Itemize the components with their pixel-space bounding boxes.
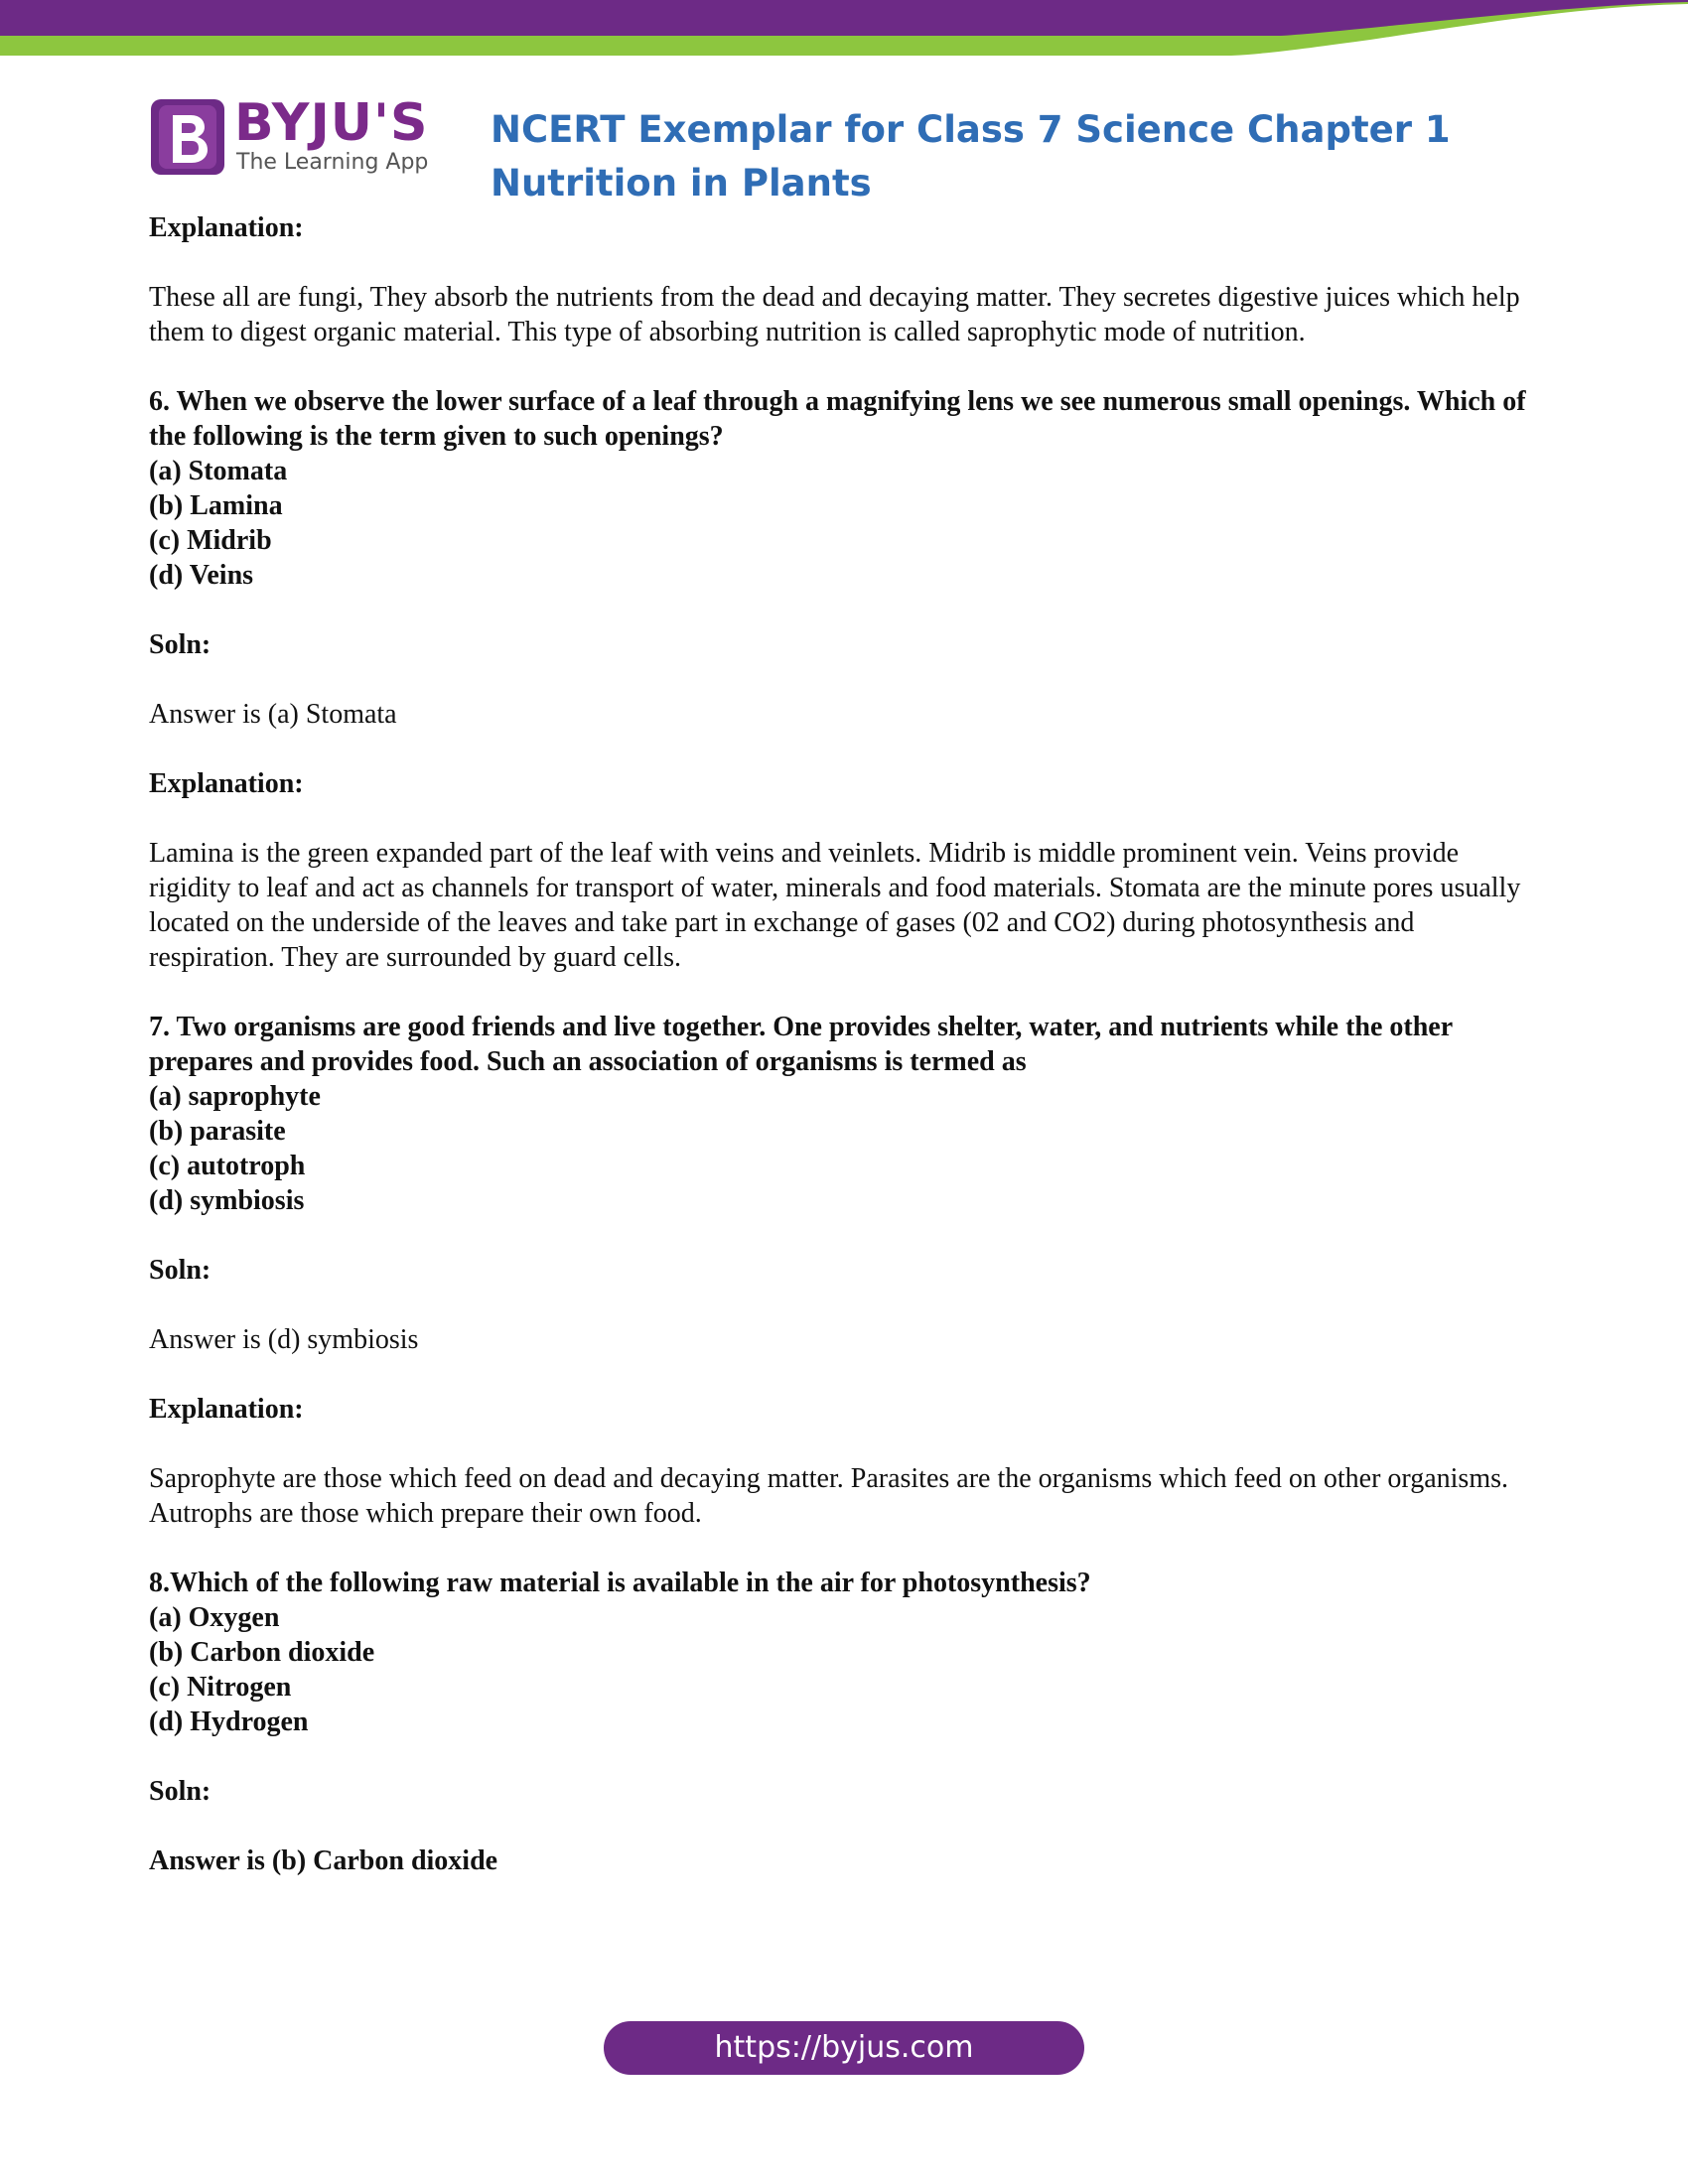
q7-option-b: (b) parasite xyxy=(149,1116,286,1147)
q8-answer: Answer is (b) Carbon dioxide xyxy=(149,1845,498,1876)
q5-explanation-label: Explanation: xyxy=(149,212,304,243)
q8-question: 8.Which of the following raw material is available in the air for photosynthesis? xyxy=(149,1568,1091,1598)
q6-option-a: (a) Stomata xyxy=(149,456,288,486)
q6-answer: Answer is (a) Stomata xyxy=(149,699,397,730)
byjus-logo[interactable] xyxy=(149,93,447,181)
q6-explanation-label: Explanation: xyxy=(149,768,304,799)
q7-question: 7. Two organisms are good friends and live together. One provides shelter, water, and nutrients while the other prepares and provides food. Such an association of organisms is termed as xyxy=(149,1012,1453,1077)
q7-option-c: (c) autotroph xyxy=(149,1151,306,1181)
footer-url-link[interactable]: https://byjus.com xyxy=(604,2021,1084,2075)
q6-option-d: (d) Veins xyxy=(149,560,254,591)
q7-explanation-text: Saprophyte are those which feed on dead and decaying matter. Parasites are the organisms which feed on other organisms. Autrophs are those which prepare their own food. xyxy=(149,1463,1508,1529)
q6-soln-label: Soln: xyxy=(149,629,211,660)
q7-option-d: (d) symbiosis xyxy=(149,1185,305,1216)
q8-soln-label: Soln: xyxy=(149,1776,211,1807)
q6-option-b: (b) Lamina xyxy=(149,490,283,521)
q5-explanation-text: These all are fungi, They absorb the nutrients from the dead and decaying matter. They secretes digestive juices which help them to digest organic material. This type of absorbing nutrition is called saprophytic mode of nutrition. xyxy=(149,282,1520,347)
document-body xyxy=(149,210,1539,1878)
q7-option-a: (a) saprophyte xyxy=(149,1081,321,1112)
logo-tagline: The Learning App xyxy=(236,150,429,175)
q6-explanation-text: Lamina is the green expanded part of the leaf with veins and veinlets. Midrib is middle prominent vein. Veins provide rigidity to leaf and act as channels for transport of water, minerals and food materials. Stomata are the minute pores usually located on the underside of the leaves and take part in exchange of gases (02 and CO2) during photosynthesis and respiration. They are surrounded by guard cells. xyxy=(149,838,1521,973)
page-header xyxy=(149,93,1559,206)
logo-wordmark: BYJU'S xyxy=(234,93,429,153)
q7-soln-label: Soln: xyxy=(149,1255,211,1286)
q6-option-c: (c) Midrib xyxy=(149,525,272,556)
q8-option-a: (a) Oxygen xyxy=(149,1602,280,1633)
q7-explanation-label: Explanation: xyxy=(149,1394,304,1425)
q8-option-b: (b) Carbon dioxide xyxy=(149,1637,375,1668)
q8-option-c: (c) Nitrogen xyxy=(149,1672,292,1703)
q8-option-d: (d) Hydrogen xyxy=(149,1706,309,1737)
q6-question: 6. When we observe the lower surface of a leaf through a magnifying lens we see numerous small openings. Which of the following is the term given to such openings? xyxy=(149,386,1526,452)
document-title: NCERT Exemplar for Class 7 Science Chapter 1 Nutrition in Plants xyxy=(491,108,1451,205)
byjus-b-icon xyxy=(149,97,226,177)
q7-answer: Answer is (d) symbiosis xyxy=(149,1324,419,1355)
header-color-band xyxy=(0,0,1688,60)
